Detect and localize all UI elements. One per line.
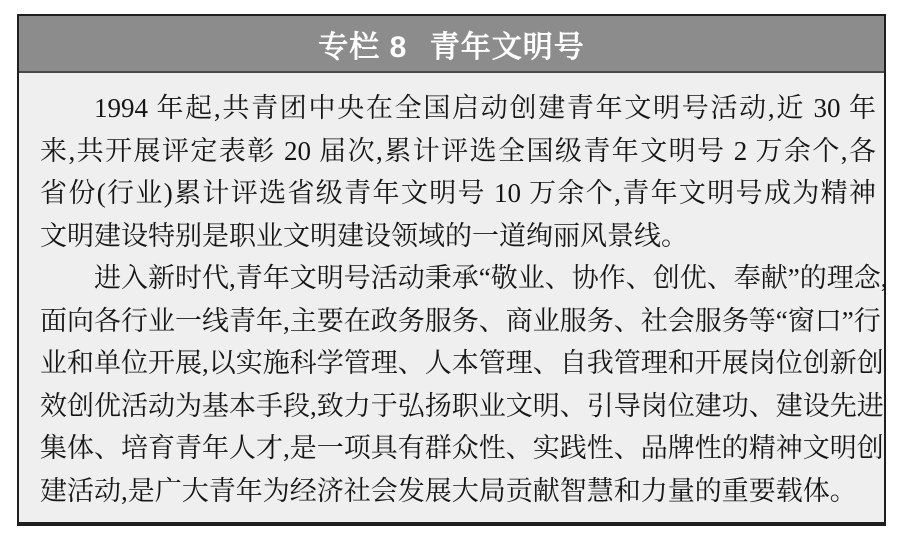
body-line: 业和单位开展,以实施科学管理、人本管理、自我管理和开展岗位创新创: [40, 348, 884, 378]
body-line: 省份(行业)累计评选省级青年文明号 10 万余个,青年文明号成为精神: [40, 178, 876, 208]
body-line: 面向各行业一线青年,主要在政务服务、商业服务、社会服务等“窗口”行: [40, 305, 881, 336]
body-line: 1994 年起,共青团中央在全国启动创建青年文明号活动,近 30 年: [94, 93, 876, 123]
column-label: 专栏 8: [318, 30, 408, 64]
column-box: [17, 14, 886, 526]
column-title: 青年文明号: [429, 30, 585, 64]
column-box-header: [19, 16, 884, 73]
body-line: 来,共开展评定表彰 20 届次,累计评选全国级青年文明号 2 万余个,各: [40, 135, 876, 166]
body-line: 文明建设特别是职业文明建设领域的一道绚丽风景线。: [40, 220, 688, 251]
column-box-body: [19, 73, 888, 512]
body-line: 效创优活动为基本手段,致力于弘扬职业文明、引导岗位建功、建设先进: [40, 390, 884, 421]
body-line: 进入新时代,青年文明号活动秉承“敬业、协作、创优、奉献”的理念,: [94, 263, 888, 293]
body-line: 集体、培育青年人才,是一项具有群众性、实践性、品牌性的精神文明创: [40, 433, 884, 463]
body-line: 建活动,是广大青年为经济社会发展大局贡献智慧和力量的重要载体。: [40, 475, 857, 506]
